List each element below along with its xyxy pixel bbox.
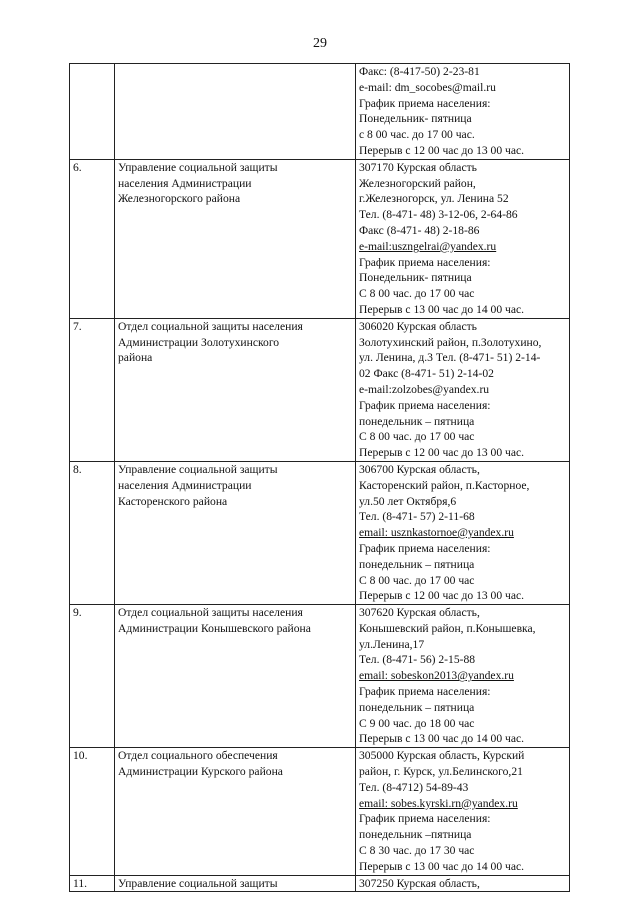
contact-info-cell [356, 159, 570, 318]
fax-line: Факс: (8-417-50) 2-23-81 [359, 65, 480, 78]
schedule-days: понедельник – пятница [359, 700, 475, 714]
organization-cell [115, 159, 356, 318]
row-number: 8. [70, 461, 115, 604]
table-row [70, 318, 570, 461]
email-link[interactable]: email: usznkastornoe@yandex.ru [359, 526, 514, 540]
contact-info-cell [356, 318, 570, 461]
address-phone-line: ул. Ленина, д.3 Тел. (8-471- 51) 2-14- [359, 351, 541, 365]
schedule-break: Перерыв с 13 00 час до 14 00 час. [359, 302, 525, 316]
email-link[interactable]: email: sobeskon2013@yandex.ru [359, 669, 514, 683]
organization-name-line: населения Администрации [118, 176, 252, 190]
address-line: 307250 Курская область, [359, 876, 480, 890]
row-number: 7. [70, 318, 115, 461]
table-row [70, 64, 570, 160]
phone-fax-line: 02 Факс (8-471- 51) 2-14-02 [359, 367, 494, 381]
contact-info-cell [356, 748, 570, 875]
schedule-hours: С 8 00 час. до 17 00 час [359, 430, 475, 444]
row-number: 6. [70, 159, 115, 318]
organization-cell [115, 318, 356, 461]
phone-line: Тел. (8-4712) 54-89-43 [359, 780, 469, 794]
schedule-heading: График приема населения: [359, 398, 491, 412]
address-line: Касторенский район, п.Касторное, [359, 478, 530, 492]
phone-line: Тел. (8-471- 56) 2-15-88 [359, 653, 476, 667]
address-line: Золотухинский район, п.Золотухино, [359, 335, 542, 349]
schedule-heading: График приема населения: [359, 541, 491, 555]
address-line: Конышевский район, п.Конышевка, [359, 621, 536, 635]
organization-name-line: населения Администрации [118, 478, 252, 492]
row-number: 9. [70, 605, 115, 748]
contacts-table [69, 63, 570, 892]
schedule-break: Перерыв с 13 00 час до 14 00 час. [359, 732, 525, 746]
phone-line: Тел. (8-471- 57) 2-11-68 [359, 510, 475, 524]
address-line: ул.50 лет Октября,6 [359, 494, 457, 508]
organization-name-line: Железногорского района [118, 192, 241, 206]
schedule-hours: с 8 00 час. до 17 00 час. [359, 128, 475, 142]
organization-cell [115, 748, 356, 875]
schedule-break: Перерыв с 12 00 час до 13 00 час. [359, 143, 525, 157]
contact-info-cell [356, 64, 570, 160]
table-row [70, 605, 570, 748]
organization-name-line: Администрации Курского района [118, 765, 283, 779]
row-number: 10. [70, 748, 115, 875]
schedule-hours: С 9 00 час. до 18 00 час [359, 716, 475, 730]
address-line: 305000 Курская область, Курский [359, 749, 525, 763]
schedule-hours: С 8 00 час. до 17 00 час [359, 573, 475, 587]
schedule-days: понедельник – пятница [359, 557, 475, 571]
organization-cell [115, 875, 356, 892]
organization-name-line: Отдел социальной защиты населения [118, 606, 303, 620]
address-line: район, г. Курск, ул.Белинского,21 [359, 765, 523, 779]
organization-cell [115, 64, 356, 160]
table-row [70, 159, 570, 318]
address-line: 306700 Курская область, [359, 462, 480, 476]
schedule-heading: График приема населения: [359, 255, 491, 269]
contact-info-cell [356, 875, 570, 892]
organization-name-line: Управление социальной защиты [118, 462, 278, 476]
organization-name-line: Управление социальной защиты [118, 876, 278, 890]
table-row [70, 461, 570, 604]
organization-cell [115, 461, 356, 604]
organization-name-line: Касторенского района [118, 494, 228, 508]
organization-name-line: Отдел социальной защиты населения [118, 319, 303, 333]
schedule-break: Перерыв с 12 00 час до 13 00 час. [359, 589, 525, 603]
email-line: e-mail:zolzobes@yandex.ru [359, 382, 490, 396]
organization-name-line: Администрации Конышевского района [118, 621, 311, 635]
organization-name-line: Управление социальной защиты [118, 160, 278, 174]
contact-info-cell [356, 461, 570, 604]
schedule-hours: С 8 30 час. до 17 30 час [359, 844, 475, 858]
schedule-hours: С 8 00 час. до 17 00 час [359, 287, 475, 301]
schedule-heading: График приема населения: [359, 685, 491, 699]
organization-name-line: Отдел социального обеспечения [118, 749, 278, 763]
schedule-days: понедельник – пятница [359, 414, 475, 428]
email-link[interactable]: e-mail:uszngelrai@yandex.ru [359, 239, 497, 253]
schedule-heading: График приема населения: [359, 812, 491, 826]
table-row [70, 748, 570, 875]
phone-line: Тел. (8-471- 48) 3-12-06, 2-64-86 [359, 208, 518, 222]
address-line: 307620 Курская область, [359, 606, 480, 620]
address-line: г.Железногорск, ул. Ленина 52 [359, 192, 509, 206]
address-line: 306020 Курская область [359, 319, 477, 333]
email-line: e-mail: dm_socobes@mail.ru [359, 80, 496, 94]
row-number: 11. [70, 875, 115, 892]
schedule-break: Перерыв с 13 00 час до 14 00 час. [359, 859, 525, 873]
table-row [70, 875, 570, 892]
address-line: 307170 Курская область [359, 160, 477, 174]
page-number: 29 [313, 36, 327, 51]
schedule-break: Перерыв с 12 00 час до 13 00 час. [359, 446, 525, 460]
organization-name-line: района [118, 351, 153, 365]
fax-line: Факс (8-471- 48) 2-18-86 [359, 223, 480, 237]
address-line: ул.Ленина,17 [359, 637, 425, 651]
organization-cell [115, 605, 356, 748]
email-link[interactable]: email: sobes.kyrski.rn@yandex.ru [359, 796, 518, 810]
schedule-heading: График приема населения: [359, 96, 491, 110]
schedule-days: Понедельник- пятница [359, 271, 472, 285]
row-number [70, 64, 115, 160]
organization-name-line: Администрации Золотухинского [118, 335, 280, 349]
contact-info-cell [356, 605, 570, 748]
schedule-days: Понедельник- пятница [359, 112, 472, 126]
schedule-days: понедельник –пятница [359, 828, 472, 842]
address-line: Железногорский район, [359, 176, 476, 190]
